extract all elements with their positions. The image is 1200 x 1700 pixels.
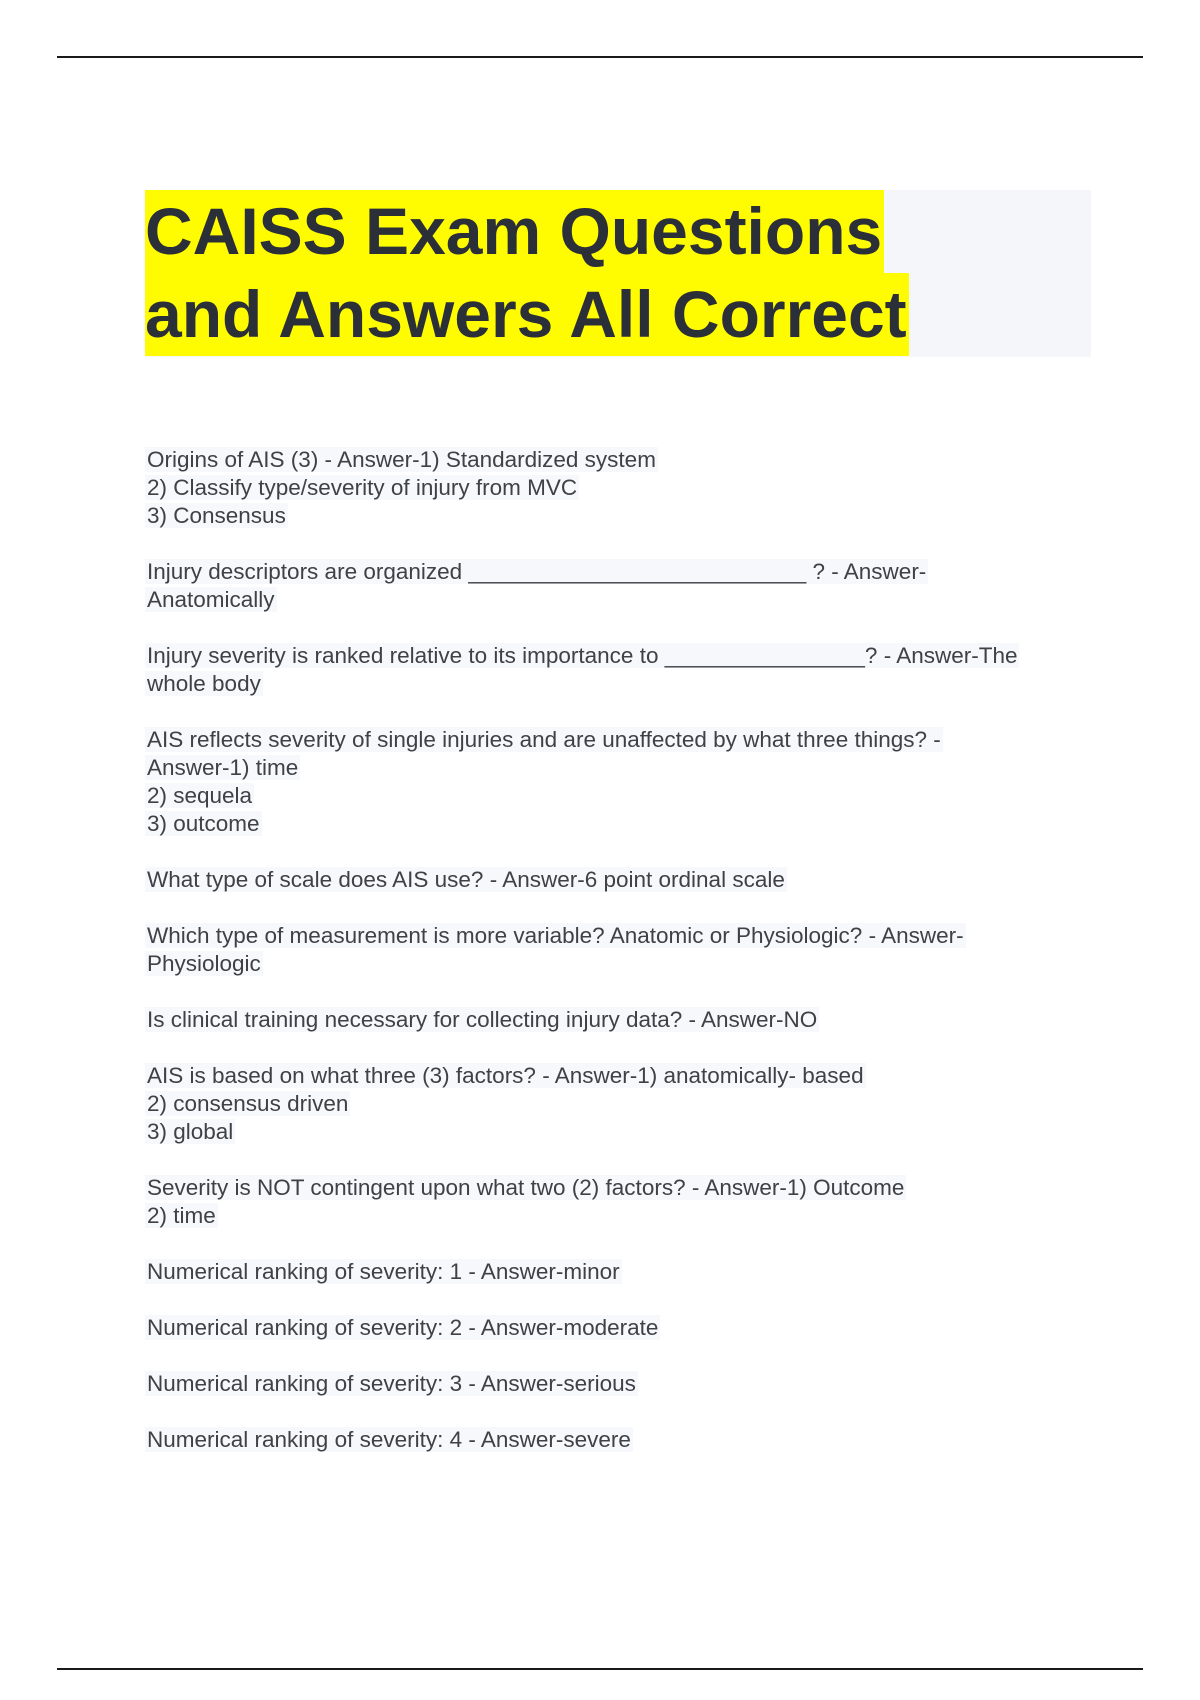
qa-line [145, 782, 1095, 810]
qa-line-text: Numerical ranking of severity: 4 - Answer-severe [147, 1427, 631, 1452]
qa-line [145, 670, 1095, 698]
qa-line [145, 474, 1095, 502]
top-rule [57, 56, 1143, 58]
qa-item [145, 1006, 1095, 1034]
qa-line [145, 1370, 1095, 1398]
qa-line-text: Injury severity is ranked relative to its importance to ________________? - Answer-The [147, 643, 1018, 668]
qa-line [145, 1062, 1095, 1090]
qa-line [145, 558, 1095, 586]
qa-line [145, 1314, 1095, 1342]
qa-line-text: AIS reflects severity of single injuries and are unaffected by what three things? - [147, 727, 941, 752]
qa-line-text: 3) outcome [147, 811, 260, 836]
qa-line [145, 642, 1095, 670]
qa-line-text: Numerical ranking of severity: 1 - Answer-minor [147, 1259, 620, 1284]
qa-line [145, 1174, 1095, 1202]
qa-item [145, 1062, 1095, 1146]
title-line: CAISS Exam Questions [145, 190, 884, 273]
qa-list [145, 446, 1095, 1482]
qa-line-text: What type of scale does AIS use? - Answer-6 point ordinal scale [147, 867, 785, 892]
title-line: and Answers All Correct [145, 273, 909, 356]
qa-line [145, 866, 1095, 894]
qa-line-text: Anatomically [147, 587, 275, 612]
qa-line [145, 726, 1095, 754]
qa-line [145, 1118, 1095, 1146]
qa-line-text: Numerical ranking of severity: 3 - Answer-serious [147, 1371, 636, 1396]
qa-line [145, 1426, 1095, 1454]
qa-item [145, 922, 1095, 978]
qa-line-text: whole body [147, 671, 261, 696]
qa-line-text: Injury descriptors are organized ___________________________ ? - Answer- [147, 559, 927, 584]
qa-line-text: 2) sequela [147, 783, 253, 808]
qa-line-text: Severity is NOT contingent upon what two (2) factors? - Answer-1) Outcome [147, 1175, 905, 1200]
qa-line-text: AIS is based on what three (3) factors? - Answer-1) anatomically- based [147, 1063, 864, 1088]
qa-line [145, 754, 1095, 782]
qa-line-text: Physiologic [147, 951, 261, 976]
document-title [145, 190, 1091, 356]
qa-item [145, 1258, 1095, 1286]
qa-line [145, 446, 1095, 474]
qa-item [145, 1174, 1095, 1230]
title-block [145, 190, 1091, 357]
qa-line-text: 2) consensus driven [147, 1091, 349, 1116]
qa-line-text: Numerical ranking of severity: 2 - Answer-moderate [147, 1315, 659, 1340]
qa-line-text: 2) time [147, 1203, 216, 1228]
qa-item [145, 1426, 1095, 1454]
qa-line [145, 1006, 1095, 1034]
bottom-rule [57, 1668, 1143, 1670]
qa-line [145, 1090, 1095, 1118]
qa-item [145, 558, 1095, 614]
qa-line-text: Which type of measurement is more variable? Anatomic or Physiologic? - Answer- [147, 923, 964, 948]
qa-line-text: 3) global [147, 1119, 234, 1144]
qa-item [145, 866, 1095, 894]
qa-line [145, 922, 1095, 950]
qa-line-text: Answer-1) time [147, 755, 299, 780]
qa-item [145, 446, 1095, 530]
qa-line [145, 586, 1095, 614]
qa-line [145, 502, 1095, 530]
qa-line-text: Is clinical training necessary for collecting injury data? - Answer-NO [147, 1007, 818, 1032]
qa-line [145, 1258, 1095, 1286]
qa-line [145, 810, 1095, 838]
qa-item [145, 642, 1095, 698]
qa-line-text: 2) Classify type/severity of injury from MVC [147, 475, 578, 500]
qa-item [145, 726, 1095, 838]
qa-line [145, 950, 1095, 978]
qa-line-text: Origins of AIS (3) - Answer-1) Standardized system [147, 447, 656, 472]
qa-item [145, 1370, 1095, 1398]
qa-line-text: 3) Consensus [147, 503, 286, 528]
qa-item [145, 1314, 1095, 1342]
qa-line [145, 1202, 1095, 1230]
